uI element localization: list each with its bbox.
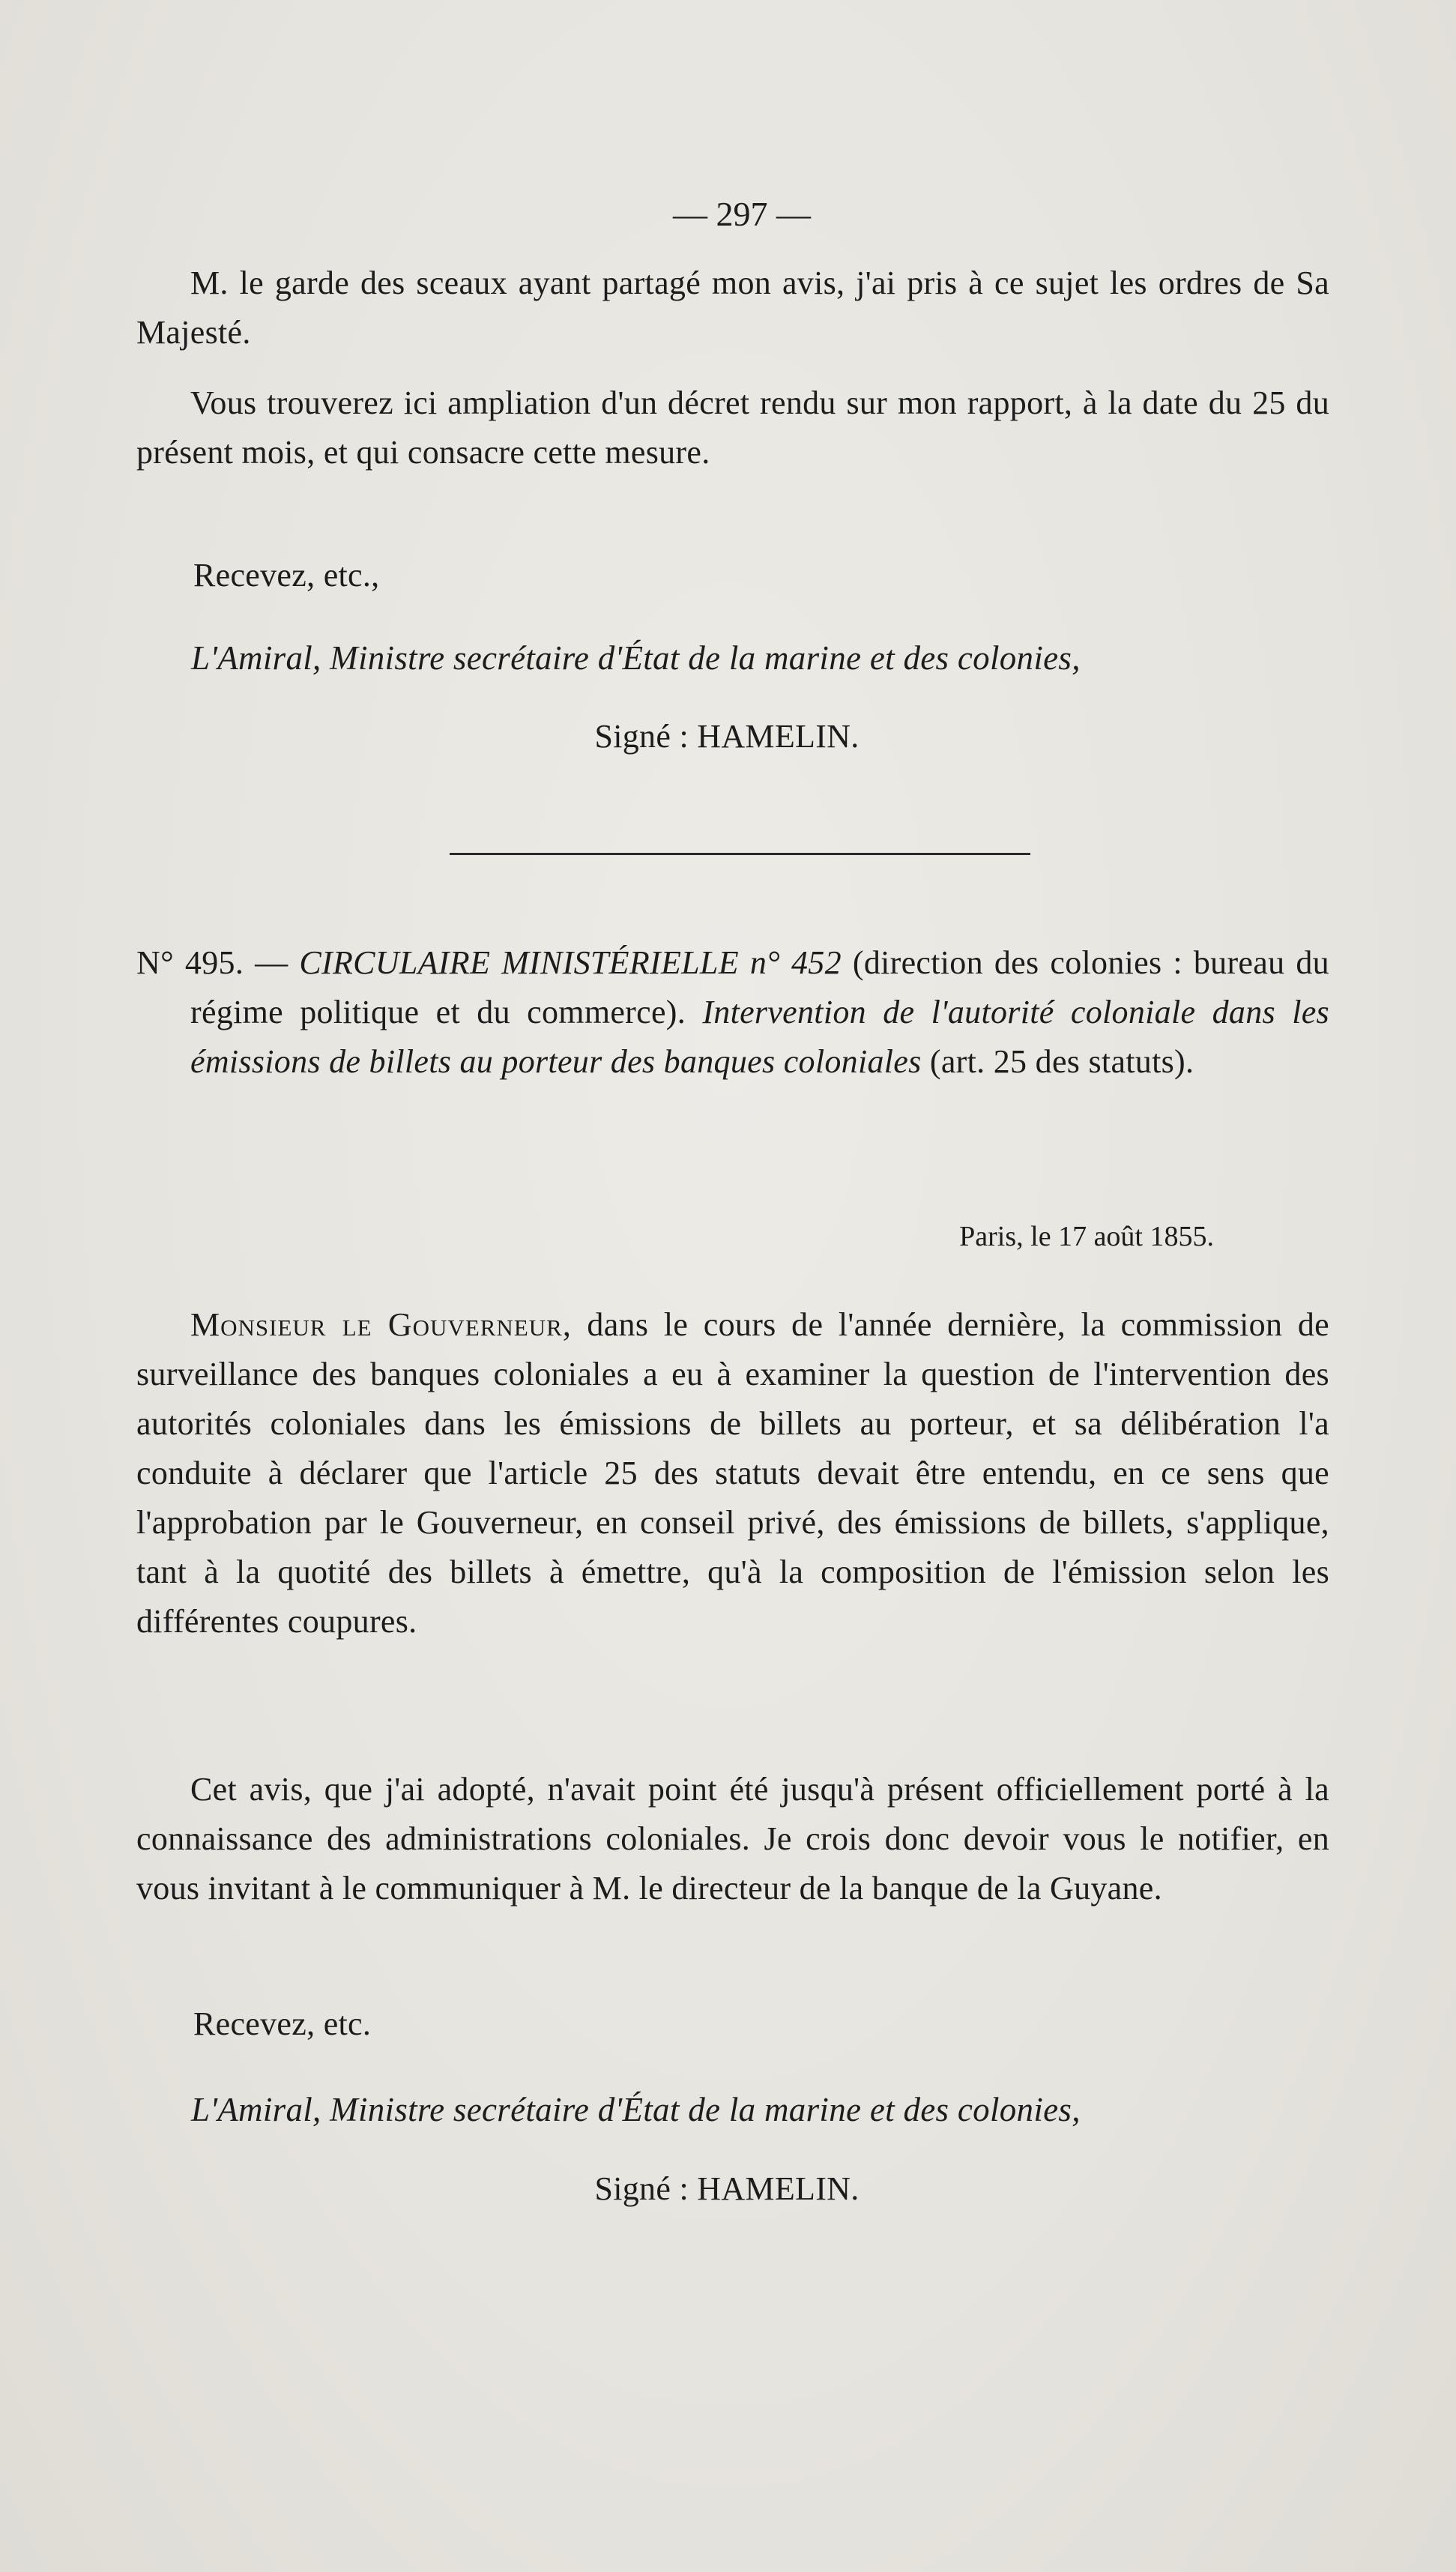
place-date: Paris, le 17 août 1855. — [959, 1221, 1214, 1252]
signature-2: Signé : HAMELIN. — [594, 2170, 860, 2207]
letter-paragraph-1-text: dans le cours de l'année dernière, la commission de surveillance des banques coloniales a eu à examiner la question de l'intervention des autorités coloniales dans les émissions de billets au porteur, et sa délibération l'a conduite à déclarer que l'article 25 des statuts devait être entendu, en ce sens que l'approbation par le Gouverneur, en conseil privé, des émissions de billets, s'applique, tant à la quotité des billets à émettre, qu'à la composition de l'émission selon les différentes coupures. — [136, 1306, 1329, 1640]
letter-paragraph-1 — [136, 1300, 1329, 1646]
section-divider — [450, 853, 1030, 855]
circular-heading — [136, 938, 1329, 1087]
circular-subject: Intervention de l'autorité coloniale dans les émissions de billets au porteur des banques coloniales — [190, 994, 1329, 1080]
paragraph-1: M. le garde des sceaux ayant partagé mon avis, j'ai pris à ce sujet les ordres de Sa Majesté. — [136, 265, 1329, 351]
letter-paragraph-2: Cet avis, que j'ai adopté, n'avait point été jusqu'à présent officiellement porté à la connaissance des administrations coloniales. Je crois donc devoir vous le notifier, en vous invitant à le communiquer à M. le directeur de la banque de la Guyane. — [136, 1771, 1329, 1907]
page-number: — 297 — — [673, 195, 811, 233]
circular-direction: (direction des colonies : bureau du régime politique et du commerce). — [190, 944, 1329, 1030]
document-number: N° 495. — — [136, 944, 289, 981]
closing-formula: Recevez, etc., — [193, 557, 380, 594]
signatory-title-2: L'Amiral, Ministre secrétaire d'État de la marine et des colonies, — [191, 2091, 1081, 2128]
circular-title: CIRCULAIRE MINISTÉRIELLE — [299, 944, 739, 981]
signature: Signé : HAMELIN. — [594, 718, 860, 755]
paragraph-2: Vous trouverez ici ampliation d'un décret rendu sur mon rapport, à la date du 25 du présent mois, et qui consacre cette mesure. — [136, 384, 1329, 471]
salutation: Monsieur le Gouverneur, — [190, 1306, 572, 1343]
circular-subject-reference: (art. 25 des statuts). — [929, 1043, 1194, 1080]
signatory-title: L'Amiral, Ministre secrétaire d'État de la marine et des colonies, — [191, 639, 1081, 677]
circular-number: n° 452 — [749, 944, 842, 981]
closing-formula-2: Recevez, etc. — [193, 2005, 372, 2042]
